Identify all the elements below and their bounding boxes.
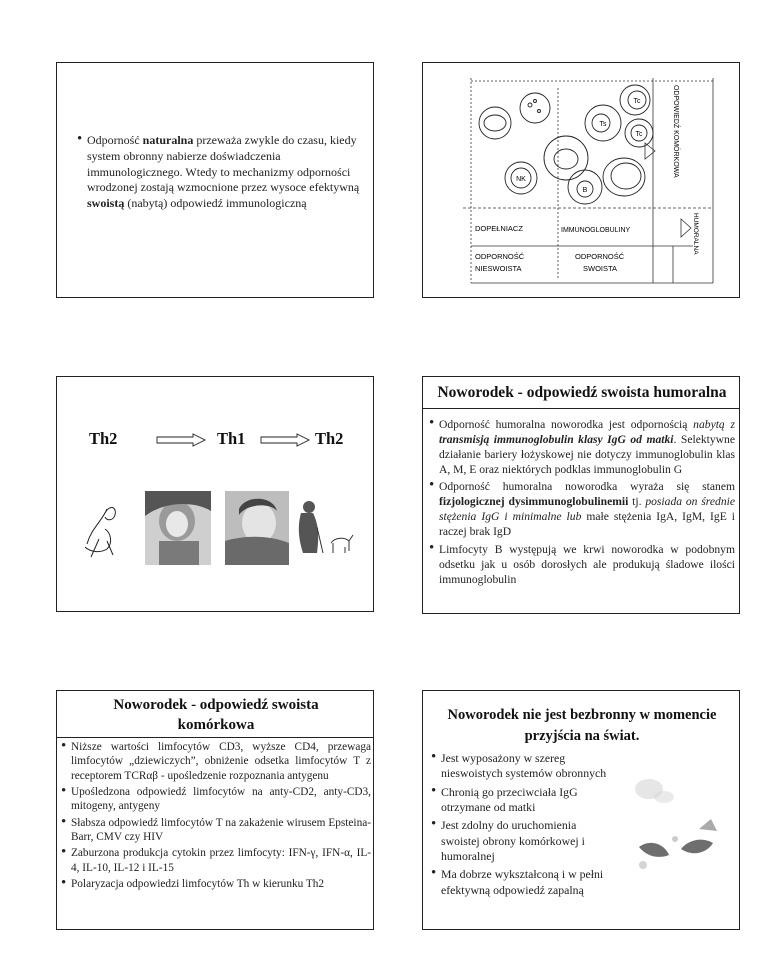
th2-right-label: Th2 — [315, 429, 344, 448]
slide-4-b2-bold: fizjologicznej dysimmunoglobulinemii — [439, 495, 629, 509]
slide-1-text-c: (nabytą) odpowiedź immunologiczną — [124, 196, 307, 211]
slide-5 — [56, 690, 374, 930]
slide-3 — [56, 376, 374, 612]
cell-b: B — [582, 187, 588, 194]
slide-4-bullet-2 — [429, 479, 735, 539]
slide-5-title-line-2: komórkowa — [177, 716, 255, 733]
label-dopelniacz: DOPEŁNIACZ — [475, 224, 523, 233]
slide-4-b1-b: . Selektywne działanie bariery łożyskowej nie dotyczy immunoglobulin klas A, M, E oraz niektórych podklas immunoglobulin G — [439, 433, 735, 477]
slide-4-b2-a: Odporność humoralna noworodka wyraża się stanem — [439, 480, 735, 494]
th1-label: Th1 — [217, 429, 246, 448]
slide-6-title — [429, 705, 735, 747]
slide-1-bullet — [77, 133, 362, 212]
slide-5-bullet-1: • Niższe wartości limfocytów CD3, wyższe CD4, przewaga limfocytów „dziewiczych”, obniżenie odsetka limfocytów T z receptorem TCRαβ - upośledzenie rozpoznania antygenu — [61, 740, 371, 783]
slide-4-divider — [423, 408, 739, 409]
slide-4-b1-a: Odporność humoralna noworodka jest odpornością — [439, 418, 694, 431]
slide-2 — [422, 62, 740, 298]
label-immunoglobuliny: IMMUNOGLOBULINY — [561, 227, 631, 234]
label-odpornosc-swoista-2: SWOISTA — [583, 264, 618, 273]
slide-6-body — [431, 751, 613, 898]
label-odpornosc-nieswoista-2: NIESWOISTA — [475, 264, 522, 273]
cell-nk: NK — [516, 176, 526, 183]
slide-4 — [422, 376, 740, 614]
label-odpowiedz-komorkowa: ODPOWIEDŹ KOMÓRKOWA — [672, 85, 679, 178]
slide-6-bullet-1: • Jest wyposażony w szereg nieswoistych systemów obronnych — [431, 751, 613, 782]
arrow-right-icon-2 — [259, 433, 311, 447]
label-odpornosc-swoista-1: ODPORNOŚĆ — [575, 252, 625, 261]
slide-4-bullet-1 — [429, 417, 735, 477]
slide-1-text-b: przeważa zwykle do czasu, kiedy system obronny nabierze doświadczenia immunologicznego. Wtedy to mechanizmy odporności wrodzonej zostają wzmocnione przez wysoce efektywną — [87, 133, 360, 195]
elderly-with-dog-image — [293, 497, 355, 557]
baby-sketch-image — [77, 499, 127, 559]
slide-5-bullet-2: • Upośledzona odpowiedź limfocytów na anty-CD2, anty-CD3, mitogeny, antygeny — [61, 785, 371, 814]
slide-4-title: Noworodek - odpowiedź swoista humoralna — [437, 384, 727, 401]
slide-4-b2-italic: posiada on średnie stężenia IgG i minimalne lub — [439, 495, 735, 524]
immune-diagram — [423, 63, 740, 298]
cell-tc-1: Tc — [633, 98, 641, 105]
faded-newborn-image — [619, 769, 729, 879]
label-odpornosc-nieswoista-1: ODPORNOŚĆ — [475, 252, 525, 261]
slide-4-b2-c: małe stężenia IgA, IgM, IgE i raczej brak IgD — [439, 510, 735, 539]
slide-6-bullet-3: • Jest zdolny do uruchomienia swoistej obrony komórkowej i humoralnej — [431, 818, 613, 864]
label-humoralna: HUMORALNA — [692, 213, 699, 255]
cell-tc-2: Tc — [635, 131, 643, 138]
arrow-right-icon — [155, 433, 207, 447]
slide-6 — [422, 690, 740, 930]
slide-1-text-bold-a: naturalna — [142, 133, 194, 147]
slide-4-b2-b: tj. — [628, 495, 646, 509]
slide-5-bullet-4: • Zaburzona produkcja cytokin przez limfocyty: IFN-γ, IFN-α, IL-4, IL-10, IL-12 i IL-15 — [61, 846, 371, 875]
slide-1-text-a: Odporność — [87, 133, 143, 147]
slide-6-bullet-2: • Chronią go przeciwciała IgG otrzymane od matki — [431, 785, 613, 816]
slide-4-b1-italic: nabytą z — [693, 418, 735, 431]
slide-5-bullet-3: • Słabsza odpowiedź limfocytów T na zakażenie wirusem Epsteina-Barr, CMV czy HIV — [61, 816, 371, 845]
slide-5-body — [61, 740, 371, 891]
slide-4-bullet-3: • Limfocyty B występują we krwi noworodka w podobnym odsetku jak u osób dorosłych ale produkują śladowe ilości immunoglobulin — [429, 542, 735, 587]
slide-6-bullet-4: • Ma dobrze wykształconą i w pełni efektywną odpowiedź zapalną — [431, 867, 613, 898]
slide-5-bullet-5: • Polaryzacja odpowiedzi limfocytów Th w kierunku Th2 — [61, 877, 371, 891]
slide-6-title-line-2: przyjścia na świat. — [524, 728, 640, 745]
slide-5-title — [63, 696, 369, 736]
slide-4-body — [429, 417, 735, 587]
elderly-photo-image — [225, 491, 289, 565]
slide-5-title-line-1: Noworodek - odpowiedź swoista — [113, 697, 319, 713]
child-photo-image — [145, 491, 211, 565]
cell-ts: Ts — [599, 121, 607, 128]
slide-1-text-bold-b: swoistą — [87, 196, 125, 211]
slide-5-divider — [57, 737, 373, 738]
slide-1 — [56, 62, 374, 298]
th2-left-label: Th2 — [89, 429, 118, 448]
slide-4-b1-bold: transmisją immunoglobulin klasy IgG od matki — [439, 433, 674, 447]
slide-6-title-line-1: Noworodek nie jest bezbronny w momencie — [447, 707, 717, 723]
